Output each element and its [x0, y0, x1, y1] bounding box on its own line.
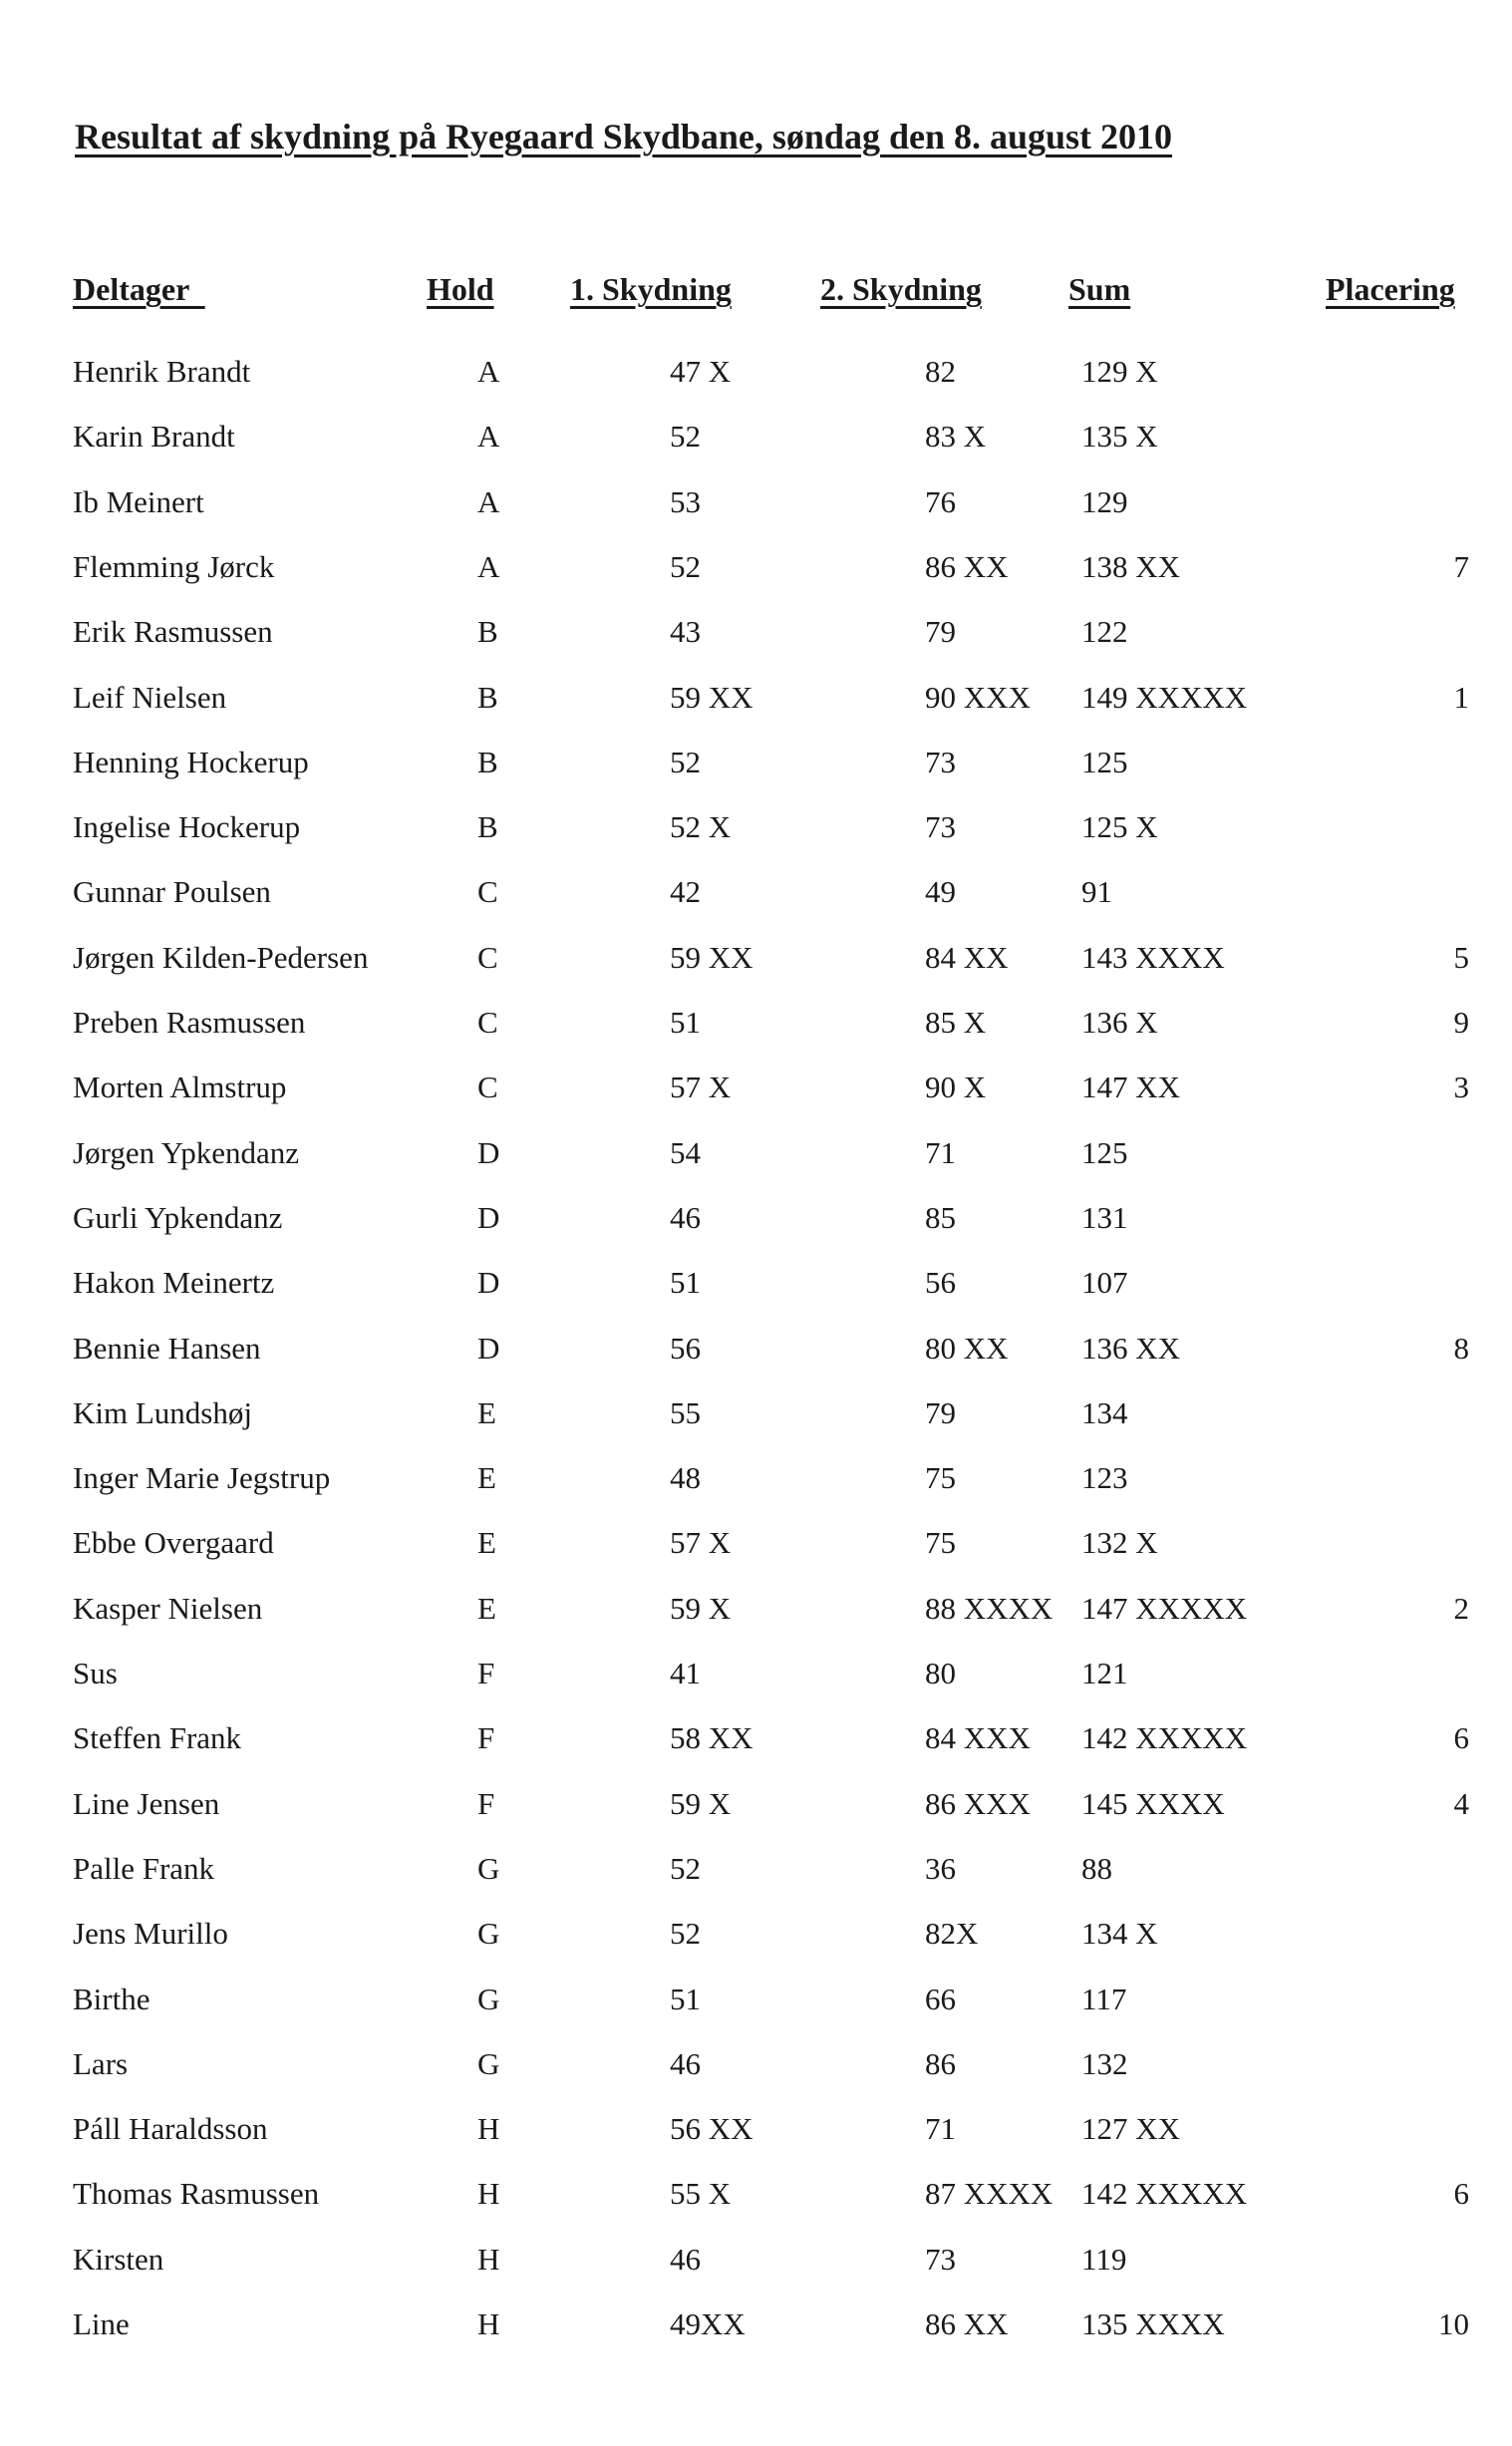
- table-row: [0, 1388, 1512, 1438]
- skydning-2-cell: 84 XX: [925, 939, 1009, 975]
- participant-name: Erik Rasmussen: [73, 614, 273, 650]
- table-row: [0, 738, 1512, 787]
- team-cell: G: [477, 1850, 500, 1886]
- team-cell: C: [477, 939, 498, 975]
- team-cell: D: [477, 1265, 500, 1301]
- skydning-2-cell: 79: [925, 614, 956, 650]
- sum-cell: 135 X: [1081, 419, 1158, 455]
- sum-cell: 119: [1081, 2241, 1127, 2277]
- skydning-2-cell: 75: [925, 1525, 956, 1561]
- skydning-2-cell: 83 X: [925, 419, 987, 455]
- table-row: [0, 1909, 1512, 1959]
- skydning-1-cell: 47 X: [670, 354, 732, 389]
- skydning-2-cell: 90 XXX: [925, 679, 1031, 715]
- skydning-1-cell: 57 X: [670, 1525, 732, 1561]
- table-row: [0, 673, 1512, 723]
- participant-name: Preben Rasmussen: [73, 1005, 306, 1040]
- skydning-2-cell: 88 XXXX: [925, 1590, 1054, 1626]
- skydning-1-cell: 43: [670, 614, 701, 650]
- placering-cell: 7: [1453, 548, 1469, 584]
- team-cell: G: [477, 1916, 500, 1952]
- table-row: [0, 607, 1512, 657]
- sum-cell: 142 XXXXX: [1081, 2176, 1248, 2212]
- placering-cell: 10: [1438, 2306, 1469, 2341]
- placering-cell: 4: [1453, 1785, 1469, 1821]
- skydning-1-cell: 48: [670, 1460, 701, 1496]
- skydning-1-cell: 59 XX: [670, 679, 754, 715]
- table-row: [0, 1193, 1512, 1243]
- team-cell: E: [477, 1394, 496, 1430]
- sum-cell: 135 XXXX: [1081, 2306, 1225, 2341]
- sum-cell: 145 XXXX: [1081, 1785, 1225, 1821]
- sum-cell: 134: [1081, 1394, 1128, 1430]
- sum-cell: 149 XXXXX: [1081, 679, 1248, 715]
- table-row: [0, 867, 1512, 917]
- team-cell: D: [477, 1199, 500, 1235]
- sum-cell: 107: [1081, 1265, 1128, 1301]
- participant-name: Kasper Nielsen: [73, 1590, 263, 1626]
- header-placering: Placering: [1326, 271, 1455, 307]
- skydning-1-cell: 46: [670, 2045, 701, 2081]
- skydning-2-cell: 87 XXXX: [925, 2176, 1054, 2212]
- participant-name: Line Jensen: [73, 1785, 220, 1821]
- skydning-1-cell: 46: [670, 1199, 701, 1235]
- sum-cell: 127 XX: [1081, 2111, 1181, 2147]
- team-cell: D: [477, 1134, 500, 1170]
- skydning-1-cell: 52: [670, 744, 701, 779]
- participant-name: Kim Lundshøj: [73, 1394, 252, 1430]
- participant-name: Ebbe Overgaard: [73, 1525, 274, 1561]
- team-cell: A: [477, 548, 500, 584]
- sum-cell: 123: [1081, 1460, 1128, 1496]
- sum-cell: 147 XX: [1081, 1070, 1181, 1105]
- team-cell: G: [477, 2045, 500, 2081]
- placering-cell: 6: [1453, 1720, 1469, 1756]
- table-row: [0, 1779, 1512, 1829]
- header-deltager: Deltager: [73, 271, 205, 307]
- skydning-1-cell: 51: [670, 1265, 701, 1301]
- participant-name: Bennie Hansen: [73, 1330, 261, 1366]
- sum-cell: 136 XX: [1081, 1330, 1181, 1366]
- participant-name: Steffen Frank: [73, 1720, 242, 1756]
- team-cell: E: [477, 1460, 496, 1496]
- table-row: [0, 1518, 1512, 1568]
- skydning-1-cell: 51: [670, 1981, 701, 2016]
- skydning-1-cell: 58 XX: [670, 1720, 754, 1756]
- participant-name: Palle Frank: [73, 1850, 215, 1886]
- skydning-1-cell: 53: [670, 483, 701, 519]
- skydning-1-cell: 59 X: [670, 1785, 732, 1821]
- skydning-1-cell: 52: [670, 1850, 701, 1886]
- team-cell: E: [477, 1525, 496, 1561]
- table-row: [0, 998, 1512, 1048]
- skydning-1-cell: 52: [670, 1916, 701, 1952]
- participant-name: Kirsten: [73, 2241, 164, 2277]
- table-row: [0, 1063, 1512, 1112]
- skydning-1-cell: 55 X: [670, 2176, 732, 2212]
- skydning-1-cell: 52: [670, 548, 701, 584]
- team-cell: B: [477, 679, 498, 715]
- skydning-2-cell: 82: [925, 354, 956, 389]
- placering-cell: 5: [1453, 939, 1469, 975]
- sum-cell: 125: [1081, 1134, 1128, 1170]
- participant-name: Jens Murillo: [73, 1916, 228, 1952]
- skydning-2-cell: 82X: [925, 1916, 979, 1952]
- team-cell: E: [477, 1590, 496, 1626]
- participant-name: Gurli Ypkendanz: [73, 1199, 283, 1235]
- team-cell: F: [477, 1656, 495, 1690]
- skydning-2-cell: 86 XX: [925, 548, 1009, 584]
- sum-cell: 129 X: [1081, 354, 1158, 389]
- skydning-2-cell: 36: [925, 1850, 956, 1886]
- sum-cell: 134 X: [1081, 1916, 1158, 1952]
- skydning-2-cell: 86 XX: [925, 2306, 1009, 2341]
- sum-cell: 142 XXXXX: [1081, 1720, 1248, 1756]
- skydning-1-cell: 59 XX: [670, 939, 754, 975]
- participant-name: Henning Hockerup: [73, 744, 309, 779]
- team-cell: C: [477, 1005, 498, 1040]
- table-row: [0, 933, 1512, 983]
- skydning-2-cell: 56: [925, 1265, 956, 1301]
- page-title: Resultat af skydning på Ryegaard Skydbane, søndag den 8. august 2010: [75, 117, 1173, 156]
- participant-name: Thomas Rasmussen: [73, 2176, 320, 2212]
- team-cell: G: [477, 1981, 500, 2016]
- skydning-2-cell: 86: [925, 2045, 956, 2081]
- skydning-2-cell: 80: [925, 1656, 956, 1690]
- participant-name: Ib Meinert: [73, 483, 204, 519]
- placering-cell: 8: [1453, 1330, 1469, 1366]
- table-row: [0, 542, 1512, 592]
- table-row: [0, 2039, 1512, 2089]
- skydning-2-cell: 66: [925, 1981, 956, 2016]
- skydning-1-cell: 52 X: [670, 809, 732, 845]
- sum-cell: 136 X: [1081, 1005, 1158, 1040]
- participant-name: Páll Haraldsson: [73, 2111, 268, 2147]
- skydning-2-cell: 80 XX: [925, 1330, 1009, 1366]
- participant-name: Ingelise Hockerup: [73, 809, 301, 845]
- table-row: [0, 1128, 1512, 1178]
- sum-cell: 131: [1081, 1199, 1128, 1235]
- team-cell: B: [477, 744, 498, 779]
- table-row: [0, 1453, 1512, 1503]
- skydning-1-cell: 55: [670, 1394, 701, 1430]
- skydning-1-cell: 56: [670, 1330, 701, 1366]
- table-row: [0, 802, 1512, 852]
- sum-cell: 132: [1081, 2045, 1128, 2081]
- participant-name: Leif Nielsen: [73, 679, 227, 715]
- table-row: [0, 2299, 1512, 2349]
- table-row: [0, 1844, 1512, 1894]
- skydning-1-cell: 52: [670, 419, 701, 455]
- placering-cell: 3: [1453, 1070, 1469, 1105]
- skydning-1-cell: 56 XX: [670, 2111, 754, 2147]
- skydning-1-cell: 54: [670, 1134, 701, 1170]
- skydning-2-cell: 90 X: [925, 1070, 987, 1105]
- participant-name: Jørgen Kilden-Pedersen: [73, 939, 369, 975]
- participant-name: Line: [73, 2306, 130, 2341]
- participant-name: Sus: [73, 1656, 118, 1690]
- table-row: [0, 1324, 1512, 1374]
- participant-name: Lars: [73, 2045, 129, 2081]
- skydning-1-cell: 42: [670, 874, 701, 910]
- sum-cell: 143 XXXX: [1081, 939, 1225, 975]
- table-row: [0, 477, 1512, 527]
- sum-cell: 147 XXXXX: [1081, 1590, 1248, 1626]
- team-cell: H: [477, 2306, 500, 2341]
- team-cell: C: [477, 1070, 498, 1105]
- sum-cell: 132 X: [1081, 1525, 1158, 1561]
- participant-name: Birthe: [73, 1981, 151, 2016]
- team-cell: H: [477, 2176, 500, 2212]
- skydning-2-cell: 73: [925, 744, 956, 779]
- skydning-2-cell: 76: [925, 483, 956, 519]
- skydning-2-cell: 85: [925, 1199, 956, 1235]
- skydning-1-cell: 57 X: [670, 1070, 732, 1105]
- sum-cell: 129: [1081, 483, 1128, 519]
- table-row: [0, 347, 1512, 397]
- placering-cell: 9: [1453, 1005, 1469, 1040]
- team-cell: A: [477, 354, 500, 389]
- placering-cell: 1: [1453, 679, 1469, 715]
- participant-name: Morten Almstrup: [73, 1070, 287, 1105]
- team-cell: A: [477, 483, 500, 519]
- placering-cell: 2: [1453, 1590, 1469, 1626]
- skydning-2-cell: 71: [925, 1134, 956, 1170]
- team-cell: F: [477, 1785, 495, 1821]
- sum-cell: 117: [1081, 1981, 1127, 2016]
- sum-cell: 122: [1081, 614, 1128, 650]
- table-row: [0, 1649, 1512, 1698]
- skydning-1-cell: 59 X: [670, 1590, 732, 1626]
- participant-name: Inger Marie Jegstrup: [73, 1460, 331, 1496]
- placering-cell: 6: [1453, 2176, 1469, 2212]
- table-row: [0, 1258, 1512, 1308]
- participant-name: Henrik Brandt: [73, 354, 251, 389]
- skydning-1-cell: 41: [670, 1656, 701, 1690]
- skydning-1-cell: 46: [670, 2241, 701, 2277]
- participant-name: Karin Brandt: [73, 419, 235, 455]
- team-cell: F: [477, 1720, 495, 1756]
- header-skydning-1: 1. Skydning: [570, 271, 732, 307]
- skydning-2-cell: 79: [925, 1394, 956, 1430]
- table-header: [0, 271, 1512, 315]
- team-cell: B: [477, 809, 498, 845]
- table-row: [0, 1584, 1512, 1634]
- sum-cell: 138 XX: [1081, 548, 1181, 584]
- skydning-2-cell: 85 X: [925, 1005, 987, 1040]
- participant-name: Jørgen Ypkendanz: [73, 1134, 300, 1170]
- skydning-2-cell: 49: [925, 874, 956, 910]
- participant-name: Gunnar Poulsen: [73, 874, 271, 910]
- sum-cell: 91: [1081, 874, 1112, 910]
- team-cell: H: [477, 2241, 500, 2277]
- skydning-2-cell: 84 XXX: [925, 1720, 1031, 1756]
- skydning-1-cell: 51: [670, 1005, 701, 1040]
- header-hold: Hold: [427, 271, 494, 307]
- participant-name: Hakon Meinertz: [73, 1265, 275, 1301]
- skydning-1-cell: 49XX: [670, 2306, 746, 2341]
- table-row: [0, 2235, 1512, 2285]
- team-cell: B: [477, 614, 498, 650]
- skydning-2-cell: 73: [925, 809, 956, 845]
- skydning-2-cell: 73: [925, 2241, 956, 2277]
- skydning-2-cell: 86 XXX: [925, 1785, 1031, 1821]
- team-cell: A: [477, 419, 500, 455]
- team-cell: D: [477, 1330, 500, 1366]
- sum-cell: 125: [1081, 744, 1128, 779]
- participant-name: Flemming Jørck: [73, 548, 275, 584]
- table-row: [0, 2169, 1512, 2219]
- sum-cell: 121: [1081, 1656, 1128, 1690]
- skydning-2-cell: 71: [925, 2111, 956, 2147]
- team-cell: H: [477, 2111, 500, 2147]
- sum-cell: 88: [1081, 1850, 1112, 1886]
- table-row: [0, 1975, 1512, 2024]
- header-sum: Sum: [1068, 271, 1131, 307]
- sum-cell: 125 X: [1081, 809, 1158, 845]
- skydning-2-cell: 75: [925, 1460, 956, 1496]
- team-cell: C: [477, 874, 498, 910]
- table-row: [0, 412, 1512, 461]
- table-row: [0, 2104, 1512, 2154]
- header-skydning-2: 2. Skydning: [820, 271, 982, 307]
- table-row: [0, 1713, 1512, 1763]
